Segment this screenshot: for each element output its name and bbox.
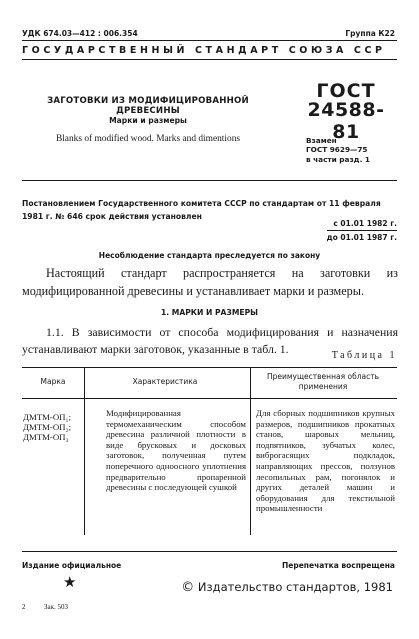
publisher-copyright: [181, 580, 393, 595]
mark-item: ДМТМ-ОП₁;: [23, 412, 72, 422]
standard-org-header: ГОСУДАРСТВЕННЫЙ СТАНДАРТ СОЮЗА ССР: [22, 45, 386, 56]
table-header-mark: Марка: [40, 377, 66, 386]
mark-item: ДМТМ-ОП₂;: [23, 422, 72, 432]
validity-from: с 01.01 1982 г.: [333, 219, 397, 228]
table-cell-area: Для сборных подшипников крупных размеров, подшипников прокатных станов, шаровых мельниц, подпятников, зубчатых колес, виброгасящих подкладок, направляющих прессов, ползунов лесопильных рам, погонялок и других деталей машин и оборудования для текстильной промышленности: [256, 408, 395, 514]
table-cell-characteristic: Модифицированная термомеханическим способом древесина различной плотности в виде брусковых и досковых заготовок, полученная путем поперечного одноосного уплотнения предварительно пропаренной древесины с последующей сушкой: [106, 408, 246, 493]
official-edition: Издание официальное: [22, 561, 122, 570]
table-top-rule: [22, 367, 397, 368]
date-underline: [327, 230, 397, 231]
paragraph-1-1: 1.1. В зависимости от способа модифицирования и назначения устанавливают марки заготовок, указанные в табл. 1.: [22, 325, 398, 356]
page-number: 2: [22, 603, 26, 611]
gost-label: ГОСТ: [316, 80, 376, 102]
table-col-divider-1: [84, 367, 85, 535]
title-en: Blanks of modified wood. Marks and dimentions: [55, 134, 241, 144]
order-number: Зак. 503: [44, 603, 69, 611]
header-bottom-rule: [22, 59, 397, 60]
section-1-title: 1. МАРКИ И РАЗМЕРЫ: [160, 308, 259, 317]
reprint-prohibited: Перепечатка воспрещена: [281, 561, 395, 570]
title-divider: [22, 180, 397, 181]
publisher-text: Издательство стандартов, 1981: [197, 580, 393, 594]
gost-number: 24588-81: [307, 99, 385, 143]
title-ru: ЗАГОТОВКИ ИЗ МОДИФИЦИРОВАННОЙ ДРЕВЕСИНЫ: [47, 96, 249, 116]
table-cell-marks: [23, 412, 71, 442]
table-header-area: Преимущественная область применения: [266, 372, 379, 391]
header-top-rule: [22, 40, 397, 41]
copyright-icon: ©: [181, 580, 195, 595]
replace-standard: ГОСТ 9629—75: [306, 145, 368, 154]
udk-code: УДК 674.03—412 : 006.354: [22, 29, 138, 38]
subtitle-ru: Марки и размеры: [109, 116, 187, 125]
table-col-divider-2: [250, 367, 251, 535]
validity-to: до 01.01 1987 г.: [326, 233, 397, 242]
group-code: Группа К22: [345, 29, 395, 38]
mark-item: ДМТМ-ОП₃: [23, 432, 69, 442]
intro-paragraph: Настоящий стандарт распространяется на заготовки из модифицированной древесины и устанавливает марки и размеры.: [22, 266, 398, 298]
star-icon: ★: [63, 575, 77, 591]
table-header-rule: [22, 398, 397, 399]
replace-label: Взамен: [306, 136, 337, 145]
legal-notice: Несоблюдение стандарта преследуется по закону: [98, 251, 321, 260]
replace-part: в части разд. 1: [306, 155, 370, 164]
footer-rule: [22, 551, 397, 552]
decree-text: Постановлением Государственного комитета СССР по стандартам от 11 февраля 1981 г. № 646 срок действия установлен: [22, 199, 381, 221]
table-header-characteristic: Характеристика: [132, 377, 198, 386]
table-label: Таблица 1: [331, 350, 397, 361]
